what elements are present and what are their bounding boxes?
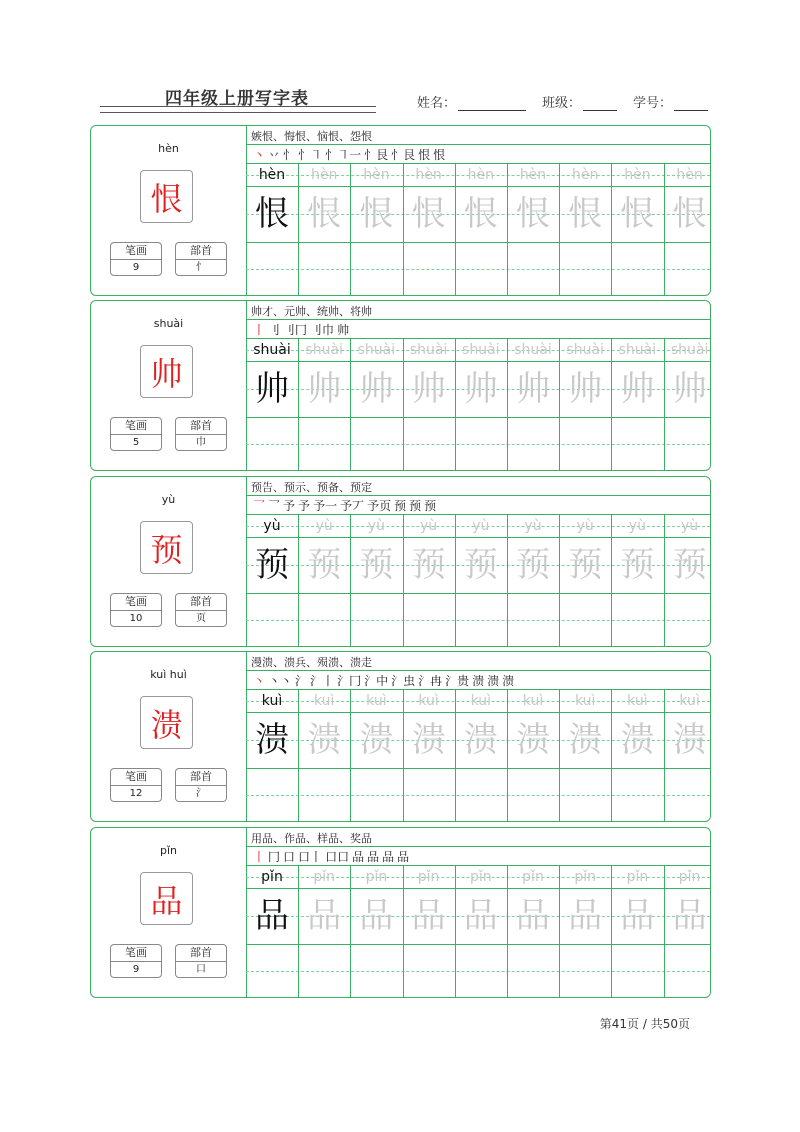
character-box [140,872,193,925]
page-title: 四年级上册写字表 [165,89,309,109]
practice-cell[interactable]: 预 [255,545,289,585]
practice-cell[interactable]: 溃 [568,720,603,760]
stroke-step: 丶 [253,148,266,162]
stroke-step: 氵虫 [391,674,416,688]
character-pinyin: hèn [158,142,179,155]
practice-cell[interactable]: 恨 [307,194,342,234]
stroke-step: 乛 [268,499,281,513]
practice-pinyin: kuì [522,693,544,709]
stroke-step: 忄艮 [364,148,389,162]
practice-pinyin: shuài [357,342,396,358]
radical-box: 部首 页 [175,593,227,627]
practice-cell[interactable]: 帅 [620,369,655,409]
practice-pinyin: yù [263,518,281,534]
stroke-step: 丷 [268,148,281,162]
practice-pinyin: shuài [566,342,604,358]
character-pinyin: yù [161,493,176,506]
practice-pinyin: shuài [253,342,291,358]
practice-pinyin: hèn [258,167,286,183]
practice-pinyin: yù [315,518,333,534]
stroke-step: 帅 [337,323,350,337]
student-id-field[interactable]: 学号： [633,92,708,111]
character-glyph: 溃 [150,705,183,744]
practice-pinyin: pǐn [469,869,492,885]
stroke-step: 品 [382,850,395,864]
stroke-step: 恨 [433,148,446,162]
stroke-step: 预 [424,499,437,513]
practice-pinyin: hèn [519,167,547,183]
character-box [140,345,193,398]
stroke-step: 丨 [253,850,266,864]
stroke-step: 刂冂 [283,323,308,337]
practice-pinyin: kuì [679,693,700,709]
practice-cell[interactable]: 品 [516,896,550,936]
practice-cell[interactable]: 恨 [568,194,603,234]
practice-cell[interactable]: 恨 [255,194,289,234]
practice-pinyin: hèn [624,167,651,183]
stroke-count-box: 笔画 10 [110,593,162,627]
practice-pinyin: yù [367,518,385,534]
stroke-step: 氵冉 [418,674,443,688]
stroke-count-box: 笔画 9 [110,242,162,276]
stroke-step: 予 [283,499,296,513]
stroke-step: 口丨 [298,850,323,864]
character-glyph: 品 [150,881,183,920]
practice-cell[interactable]: 溃 [463,720,498,760]
stroke-step: 忄㇕一 [325,148,362,162]
practice-cell[interactable]: 帅 [672,369,707,409]
stroke-count-box: 笔画 9 [110,944,162,978]
practice-pinyin: pǐn [678,869,701,885]
practice-cell[interactable]: 溃 [411,720,446,760]
practice-pinyin: yù [420,518,438,534]
radical-box: 部首 氵 [175,768,227,802]
stroke-step: 氵丨 [310,674,335,688]
stroke-step: 丨 [253,323,266,337]
example-words: 漫溃、溃兵、殒溃、溃走 [251,656,372,669]
stroke-count-box: 笔画 5 [110,417,162,451]
practice-cell[interactable]: 帅 [411,369,446,409]
practice-cell[interactable]: 预 [672,545,707,585]
stroke-step: 品 [352,850,365,864]
page-number: 第41页 / 共50页 [599,1017,690,1031]
stroke-step: 予页 [367,499,392,513]
stroke-step: 溃 [502,674,515,688]
practice-pinyin: kuì [470,693,492,709]
example-words: 帅才、元帅、统帅、将帅 [251,305,372,318]
stroke-step: 品 [397,850,410,864]
stroke-order [253,146,445,163]
practice-pinyin: yù [628,518,646,534]
character-pinyin: pǐn [159,844,177,857]
practice-pinyin: shuài [670,342,709,358]
stroke-step: 乛 [253,499,266,513]
practice-pinyin: shuài [305,342,343,358]
practice-cell[interactable]: 预 [516,545,550,585]
practice-pinyin: kuì [418,693,439,709]
radical-box: 部首 口 [175,944,227,978]
character-glyph: 恨 [150,179,183,218]
practice-cell[interactable]: 品 [359,896,394,936]
practice-pinyin: kuì [574,693,596,709]
practice-cell[interactable]: 恨 [620,194,655,234]
practice-pinyin: shuài [514,342,552,358]
class-field[interactable]: 班级： [542,92,617,111]
practice-cell[interactable]: 预 [359,545,394,585]
practice-cell[interactable]: 恨 [359,194,394,234]
practice-pinyin: kuì [366,693,387,709]
practice-pinyin: pǐn [574,869,597,885]
practice-cell[interactable]: 帅 [359,369,394,409]
character-card [90,300,711,471]
stroke-order [253,848,409,865]
practice-cell[interactable]: 恨 [672,194,707,234]
character-info [91,828,247,997]
practice-cell[interactable]: 品 [463,896,498,936]
stroke-step: 预 [409,499,422,513]
stroke-step: 予 [298,499,311,513]
radical-box: 部首 忄 [175,242,227,276]
practice-pinyin: hèn [363,167,390,183]
character-card [90,125,711,296]
practice-cell[interactable]: 帅 [568,369,603,409]
practice-cell[interactable]: 品 [568,896,603,936]
practice-pinyin: kuì [313,693,335,709]
character-box [140,521,193,574]
practice-cell[interactable]: 品 [307,896,342,936]
practice-pinyin: pǐn [261,869,283,885]
practice-cell[interactable]: 溃 [307,720,342,760]
stroke-step: 品 [367,850,380,864]
character-box [140,170,193,223]
stroke-step: 冂 [268,850,281,864]
stroke-step: 口口 [325,850,350,864]
stroke-step: 刂巾 [310,323,335,337]
practice-pinyin: hèn [311,167,338,183]
character-info [91,652,247,821]
stroke-step: 忄 [283,148,296,162]
stroke-step: 予一 [313,499,338,513]
stroke-step: 溃 [487,674,500,688]
stroke-step: 丶丶 [268,674,293,688]
practice-cell[interactable]: 恨 [411,194,446,234]
stroke-step: 丶 [253,674,266,688]
practice-cell[interactable]: 帅 [463,369,498,409]
practice-pinyin: pǐn [522,869,544,885]
practice-cell[interactable]: 帅 [516,369,550,409]
character-info [91,126,247,295]
character-card [90,651,711,822]
stroke-step: 忄艮 [391,148,416,162]
practice-cell[interactable]: 溃 [359,720,394,760]
stroke-step: 刂 [268,323,281,337]
stroke-step: 氵冂 [337,674,362,688]
character-pinyin: kuì huì [150,668,187,681]
stroke-step: 恨 [418,148,431,162]
character-card [90,476,711,647]
practice-pinyin: yù [576,518,594,534]
stroke-step: 忄㇕ [298,148,323,162]
practice-cell[interactable]: 溃 [620,720,655,760]
name-field[interactable]: 姓名： [417,92,526,111]
stroke-order [253,321,349,338]
practice-cell[interactable]: 预 [620,545,655,585]
practice-pinyin: hèn [676,167,703,183]
stroke-step: 氵 [295,674,308,688]
practice-cell[interactable]: 预 [568,545,603,585]
student-fields [401,92,708,111]
practice-cell[interactable]: 品 [411,896,446,936]
practice-cell[interactable]: 恨 [516,194,550,234]
character-info [91,301,247,470]
example-words: 用品、作品、样品、奖品 [251,832,372,845]
practice-cell[interactable]: 品 [672,896,707,936]
stroke-step: 口 [283,850,296,864]
practice-pinyin: pǐn [365,869,388,885]
character-glyph: 预 [150,530,183,569]
title-underline [100,106,376,113]
practice-pinyin: yù [472,518,490,534]
stroke-step: 溃 [472,674,485,688]
stroke-step: 氵贵 [445,674,470,688]
practice-cell[interactable]: 溃 [255,720,289,760]
practice-cell[interactable]: 帅 [307,369,342,409]
practice-cell[interactable]: 预 [411,545,446,585]
character-glyph: 帅 [150,354,183,393]
practice-cell[interactable]: 预 [307,545,342,585]
stroke-step: 氵中 [364,674,389,688]
radical-box: 部首 巾 [175,417,227,451]
practice-pinyin: shuài [409,342,448,358]
stroke-order [253,672,514,689]
practice-cell[interactable]: 帅 [255,369,289,409]
practice-cell[interactable]: 品 [255,896,289,936]
practice-pinyin: kuì [627,693,648,709]
character-pinyin: shuài [153,317,184,330]
practice-pinyin: pǐn [417,869,440,885]
practice-pinyin: shuài [618,342,657,358]
practice-cell[interactable]: 溃 [516,720,550,760]
practice-pinyin: pǐn [313,869,336,885]
example-words: 预告、预示、预备、预定 [251,481,372,494]
stroke-order [253,497,436,514]
practice-pinyin: hèn [467,167,494,183]
practice-pinyin: shuài [462,342,500,358]
practice-pinyin: hèn [415,167,442,183]
stroke-step: 预 [394,499,407,513]
practice-pinyin: yù [681,518,699,534]
practice-pinyin: pǐn [626,869,649,885]
character-box [140,696,193,749]
stroke-count-box: 笔画 12 [110,768,162,802]
stroke-step: 予丆 [340,499,365,513]
page-header [100,82,710,112]
practice-cell[interactable]: 预 [463,545,498,585]
practice-cell[interactable]: 恨 [463,194,498,234]
practice-cell[interactable]: 溃 [672,720,707,760]
practice-pinyin: yù [524,518,542,534]
practice-pinyin: hèn [572,167,599,183]
character-card [90,827,711,998]
example-words: 嫉恨、悔恨、恼恨、怨恨 [251,130,372,143]
practice-pinyin: kuì [261,693,283,709]
character-info [91,477,247,646]
practice-cell[interactable]: 品 [620,896,655,936]
